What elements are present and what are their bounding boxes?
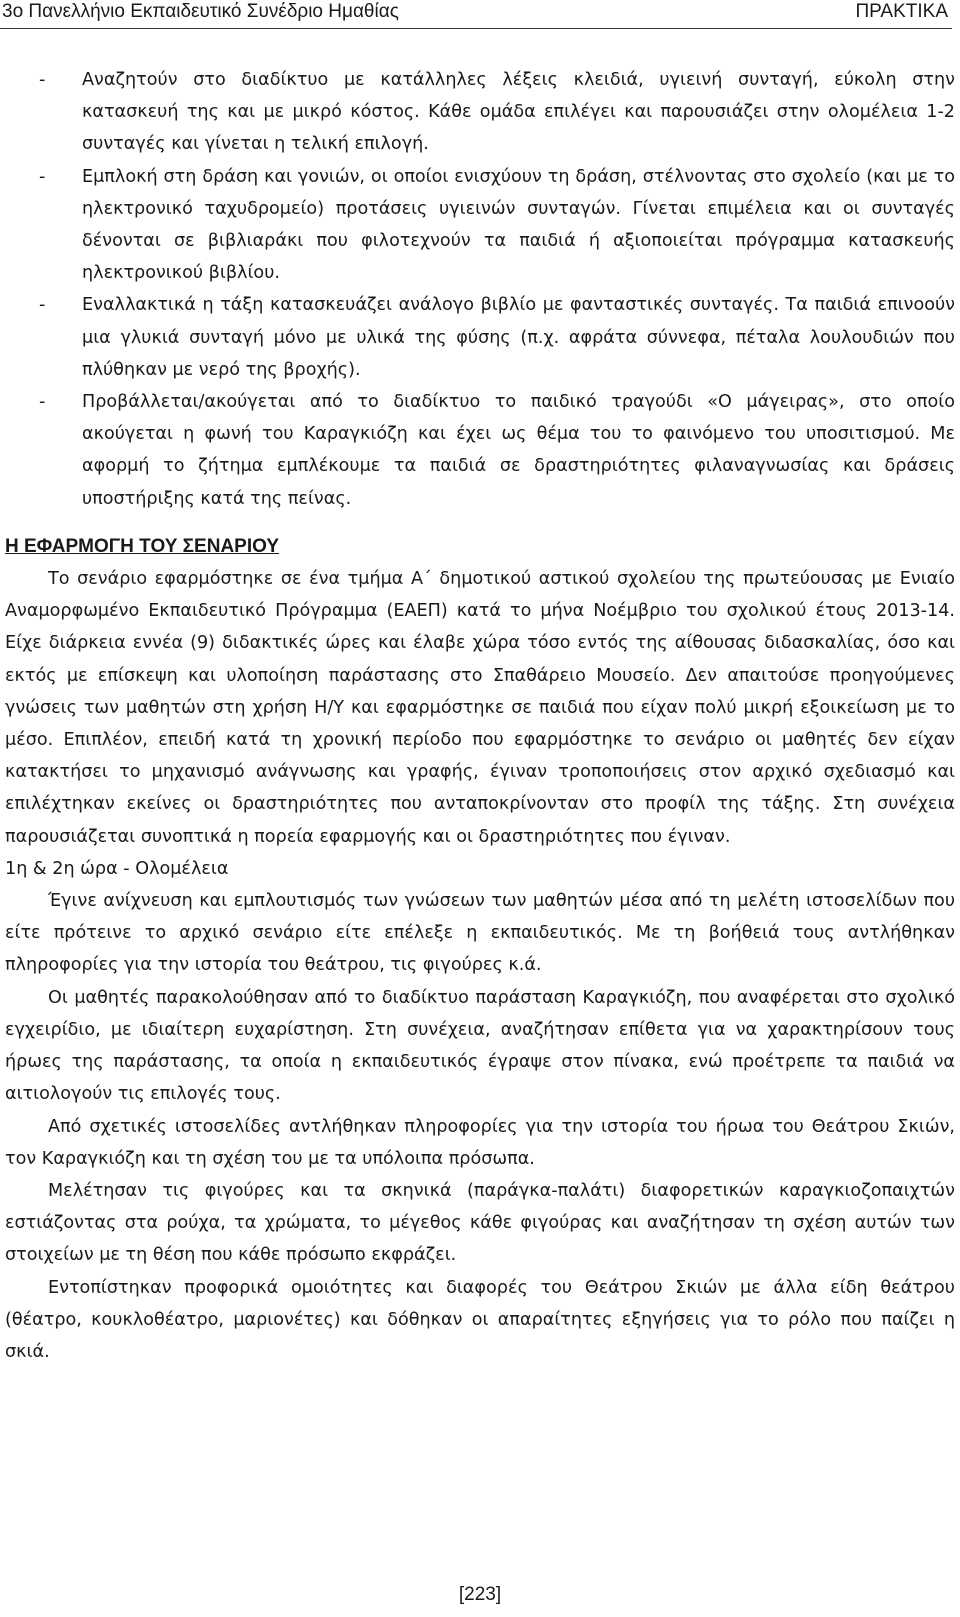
paragraph: Από σχετικές ιστοσελίδες αντλήθηκαν πληροφορίες για την ιστορία του ήρωα του Θεάτρου Σκιών, τον Καραγκιόζη και τη σχέση του με τα υπόλοιπα πρόσωπα. (5, 1116, 955, 1169)
page-header (0, 0, 952, 29)
section-label: ΠΡΑΚΤΙΚΑ (855, 1, 948, 22)
paragraph: Μελέτησαν τις φιγούρες και τα σκηνικά (παράγκα-παλάτι) διαφορετικών καραγκιοζοπαιχτών εστιάζοντας στα ρούχα, τα χρώματα, το μέγεθος κάθε φιγούρας και αναζήτησαν τη σχέση αυτών των στοιχείων με τη θέση που κάθε πρόσωπο εκφράζει. (5, 1180, 955, 1266)
conference-title: 3ο Πανελλήνιο Εκπαιδευτικό Συνέδριο Ημαθίας (2, 1, 399, 22)
bullet-list (5, 64, 955, 515)
section-heading: Η ΕΦΑΡΜΟΓΗ ΤΟΥ ΣΕΝΑΡΙΟΥ (5, 535, 280, 557)
list-item: - Εμπλοκή στη δράση και γονιών, οι οποίοι ενισχύουν τη δράση, στέλνοντας στο σχολείο (και με το ηλεκτρονικό ταχυδρομείο) προτάσεις υγιεινών συνταγών. Γίνεται επιμέλεια και οι συνταγές δένονται σε βιβλιαράκι που φιλοτεχνούν τα παιδιά ή αξιοποιείται πρόγραμμα κατασκευής ηλεκτρονικού βιβλίου. (5, 161, 955, 290)
list-item: - Προβάλλεται/ακούγεται από το διαδίκτυο το παιδικό τραγούδι «Ο μάγειρας», στο οποίο ακούγεται η φωνή του Καραγκιόζη και έχει ως θέμα του το φαινόμενο του υποσιτισμού. Με αφορμή το ζήτημα εμπλέκουμε τα παιδιά σε δραστηριότητες φιλαναγνωσίας και δράσεις υποστήριξης κατά της πείνας. (5, 386, 955, 515)
intro-paragraph: Το σενάριο εφαρμόστηκε σε ένα τμήμα Α΄ δημοτικού αστικού σχολείου της πρωτεύουσας με Ενιαίο Αναμορφωμένο Εκπαιδευτικό Πρόγραμμα (ΕΑΕΠ) κατά το μήνα Νοέμβριο του σχολικού έτους 2013-14. Είχε διάρκεια εννέα (9) διδακτικές ώρες και έλαβε χώρα τόσο εντός της αίθουσας διδασκαλίας, όσο και εκτός με επίσκεψη και υλοποίηση παράστασης στο Σπαθάρειο Μουσείο. Δεν απαιτούσε προηγούμενες γνώσεις των μαθητών στη χρήση Η/Υ και εφαρμόστηκε σε παιδιά που είχαν πολύ μικρή εξοικείωση με το μέσο. Επιπλέον, επειδή κατά τη χρονική περίοδο που εφαρμόστηκε το σενάριο οι μαθητές δεν είχαν κατακτήσει το μηχανισμό ανάγνωσης και γραφής, έγιναν τροποποιήσεις στον αρχικό σχεδιασμό και επιλέχτηκαν εκείνες οι δραστηριότητες που ανταποκρίνονταν στο προφίλ της τάξης. Στη συνέχεια παρουσιάζεται συνοπτικά η πορεία εφαρμογής και οι δραστηριότητες που έγιναν. (5, 569, 955, 847)
paragraph: Εντοπίστηκαν προφορικά ομοιότητες και διαφορές του Θεάτρου Σκιών με άλλα είδη θεάτρου (θέατρο, κουκλοθέατρο, μαριονέτες) και δόθηκαν οι απαραίτητες εξηγήσεις για το ρόλο που παίζει η σκιά. (5, 1277, 955, 1362)
bullet-dash: - (39, 70, 46, 90)
page-number: [223] (458, 1584, 502, 1605)
bullet-dash: - (39, 295, 46, 316)
paragraph: Οι μαθητές παρακολούθησαν από το διαδίκτυο παράσταση Καραγκιόζη, που αναφέρεται στο σχολικό εγχειρίδιο, με ιδιαίτερη ευχαρίστηση. Στη συνέχεια, αναζήτησαν επίθετα για να χαρακτηρίσουν τους ήρωες της παράστασης, τα οποία η εκπαιδευτικός έγραψε στον πίνακα, ενώ προέτρεπε τα παιδιά να αιτιολογούν τις επιλογές τους. (5, 987, 955, 1105)
list-item: - Αναζητούν στο διαδίκτυο με κατάλληλες λέξεις κλειδιά, υγιεινή συνταγή, εύκολη στην κατασκευή της και με μικρό κόστος. Κάθε ομάδα επιλέγει και παρουσιάζει στην ολομέλεια 1-2 συνταγές και γίνεται η τελική επιλογή. (5, 64, 955, 161)
bullet-dash: - (39, 166, 46, 187)
document-body (5, 64, 955, 1368)
bullet-dash: - (39, 392, 46, 413)
subheading: 1η & 2η ώρα - Ολομέλεια (5, 858, 229, 879)
paragraph: Έγινε ανίχνευση και εμπλουτισμός των γνώσεων των μαθητών μέσα από τη μελέτη ιστοσελίδων που είτε πρότεινε το αρχικό σενάριο είτε επέλεξε η εκπαιδευτικός. Με τη βοήθειά τους αντλήθηκαν πληροφορίες για την ιστορία του θεάτρου, τις φιγούρες κ.ά. (5, 891, 955, 976)
list-item: - Εναλλακτικά η τάξη κατασκευάζει ανάλογο βιβλίο με φανταστικές συνταγές. Τα παιδιά επινοούν μια γλυκιά συνταγή μόνο με υλικά της φύσης (π.χ. αφράτα σύννεφα, πέταλα λουλουδιών που πλύθηκαν με νερό της βροχής). (5, 289, 955, 386)
